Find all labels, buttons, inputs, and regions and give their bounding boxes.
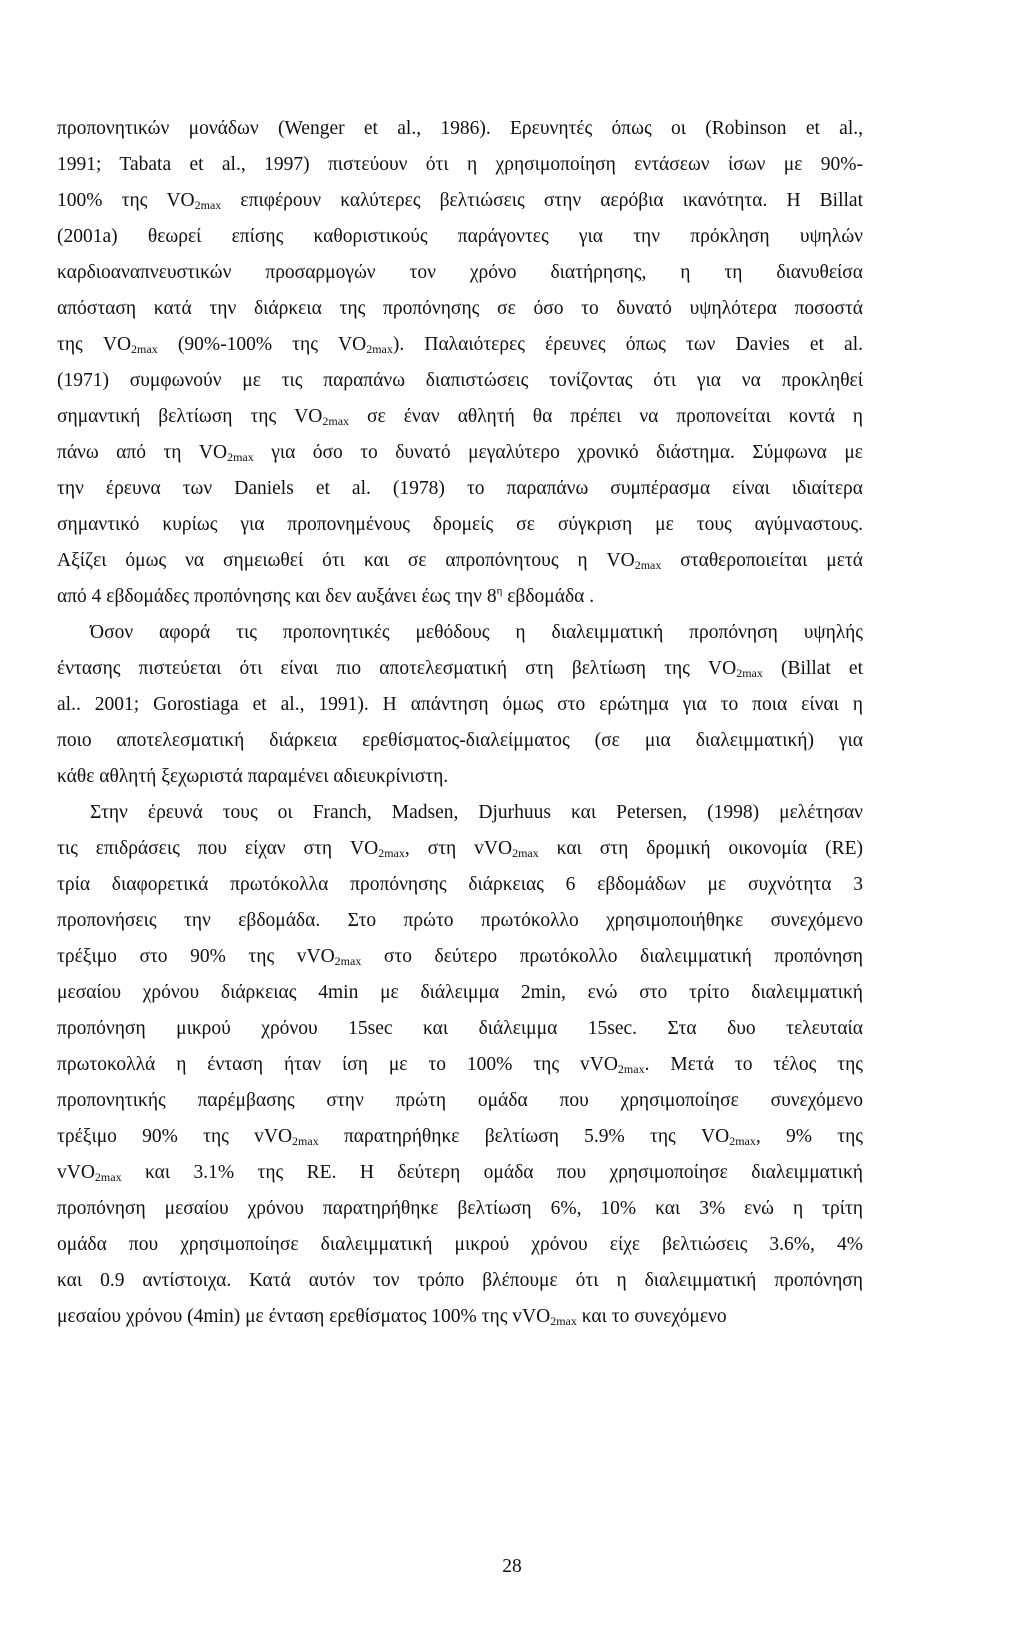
text-line: al.. 2001; Gorostiaga et al., 1991). Η απάντηση όμως στο ερώτημα για το ποια είναι η — [57, 694, 863, 715]
text-line: ποιο αποτελεσματική διάρκεια ερεθίσματος-διαλείμματος (σε μια διαλειμματική) για — [57, 730, 863, 751]
text-line: 1991; Tabata et al., 1997) πιστεύουν ότι η χρησιμοποίηση εντάσεων ίσων με 90%- — [57, 154, 863, 175]
text-line: Όσον αφορά τις προπονητικές μεθόδους η διαλειμματική προπόνηση υψηλής — [90, 622, 863, 643]
text-line: προπόνηση μεσαίου χρόνου παρατηρήθηκε βελτίωση 6%, 10% και 3% ενώ η τρίτη — [57, 1198, 863, 1219]
text-line: Στην έρευνά τους οι Franch, Madsen, Djurhuus και Petersen, (1998) μελέτησαν — [90, 802, 863, 823]
text-line: προπονήσεις την εβδομάδα. Στο πρώτο πρωτόκολλο χρησιμοποιήθηκε συνεχόμενο — [57, 910, 863, 931]
text-line: 100% της $VO_{2max}$ επιφέρουν καλύτερες βελτιώσεις στην αερόβια ικανότητα. Η Billat — [57, 190, 863, 212]
text-line: μεσαίου χρόνου (4min) με ένταση ερεθίσματος 100% της vVO$_{2max}$ και το συνεχόμενο — [57, 1306, 727, 1328]
text-line: από 4 εβδομάδες προπόνησης και δεν αυξάνει έως την $8^\eta$ εβδομάδα . — [57, 585, 595, 607]
text-line: πάνω από τη $VO_{2max}$ για όσο το δυνατό μεγαλύτερο χρονικό διάστημα. Σύμφωνα με — [57, 442, 863, 464]
text-line: προπόνηση μικρού χρόνου 15sec και διάλειμμα 15sec. Στα δυο τελευταία — [57, 1018, 863, 1039]
text-line: (1971) συμφωνούν με τις παραπάνω διαπιστώσεις τονίζοντας ότι για να προκληθεί — [57, 370, 863, 391]
text-line: μεσαίου χρόνου διάρκειας 4min με διάλειμμα 2min, ενώ στο τρίτο διαλειμματική — [57, 982, 863, 1003]
text-line: τρέξιμο στο 90% της vVO$_{2max}$ στο δεύτερο πρωτόκολλο διαλειμματική προπόνηση — [57, 946, 863, 968]
text-line: τρία διαφορετικά πρωτόκολλα προπόνησης διάρκειας 6 εβδομάδων με συχνότητα 3 — [57, 874, 863, 895]
text-line: έντασης πιστεύεται ότι είναι πιο αποτελεσματική στη βελτίωση της $VO_{2max}$ (Billat et — [57, 658, 864, 680]
text-line: και 0.9 αντίστοιχα. Κατά αυτόν τον τρόπο βλέπουμε ότι η διαλειμματική προπόνηση — [57, 1270, 863, 1291]
text-line: καρδιοαναπνευστικών προσαρμογών τον χρόνο διατήρησης, η τη διανυθείσα — [57, 262, 863, 283]
text-line: vVO$_{2max}$ και 3.1% της RE. Η δεύτερη ομάδα που χρησιμοποίησε διαλειμματική — [57, 1162, 863, 1184]
text-line: πρωτοκολλά η ένταση ήταν ίση με το 100% της vVO$_{2max}$. Μετά το τέλος της — [57, 1054, 863, 1076]
text-line: Αξίζει όμως να σημειωθεί ότι και σε απροπόνητους η $VO_{2max}$ σταθεροποιείται μετά — [57, 550, 863, 572]
text-line: ομάδα που χρησιμοποίησε διαλειμματική μικρού χρόνου είχε βελτιώσεις 3.6%, 4% — [57, 1234, 863, 1255]
text-line: προπονητικής παρέμβασης στην πρώτη ομάδα που χρησιμοποίησε συνεχόμενο — [57, 1090, 863, 1111]
text-line: τις επιδράσεις που είχαν στη $VO_{2max}$, στη vVO$_{2max}$ και στη δρομική οικονομία (RE) — [57, 838, 863, 860]
text-line: σημαντική βελτίωση της $VO_{2max}$ σε έναν αθλητή θα πρέπει να προπονείται κοντά η — [57, 406, 863, 428]
text-line: σημαντικό κυρίως για προπονημένους δρομείς σε σύγκριση με τους αγύμναστους. — [57, 514, 863, 535]
text-line: προπονητικών μονάδων (Wenger et al., 1986). Ερευνητές όπως οι (Robinson et al., — [57, 118, 863, 139]
text-line: (2001a) θεωρεί επίσης καθοριστικούς παράγοντες για την πρόκληση υψηλών — [57, 226, 863, 247]
text-line: την έρευνα των Daniels et al. (1978) το παραπάνω συμπέρασμα είναι ιδιαίτερα — [57, 478, 863, 499]
text-line: της $VO_{2max}$ (90%-100% της $VO_{2max}$). Παλαιότερες έρευνες όπως των Davies et al. — [57, 334, 863, 356]
text-line: κάθε αθλητή ξεχωριστά παραμένει αδιευκρίνιστη. — [57, 766, 449, 787]
page-number: 28 — [502, 1556, 522, 1577]
text-line: τρέξιμο 90% της vVO$_{2max}$ παρατηρήθηκε βελτίωση 5.9% της $VO_{2max}$, 9% της — [57, 1126, 863, 1148]
text-line: απόσταση κατά την διάρκεια της προπόνησης σε όσο το δυνατό υψηλότερα ποσοστά — [57, 298, 863, 319]
